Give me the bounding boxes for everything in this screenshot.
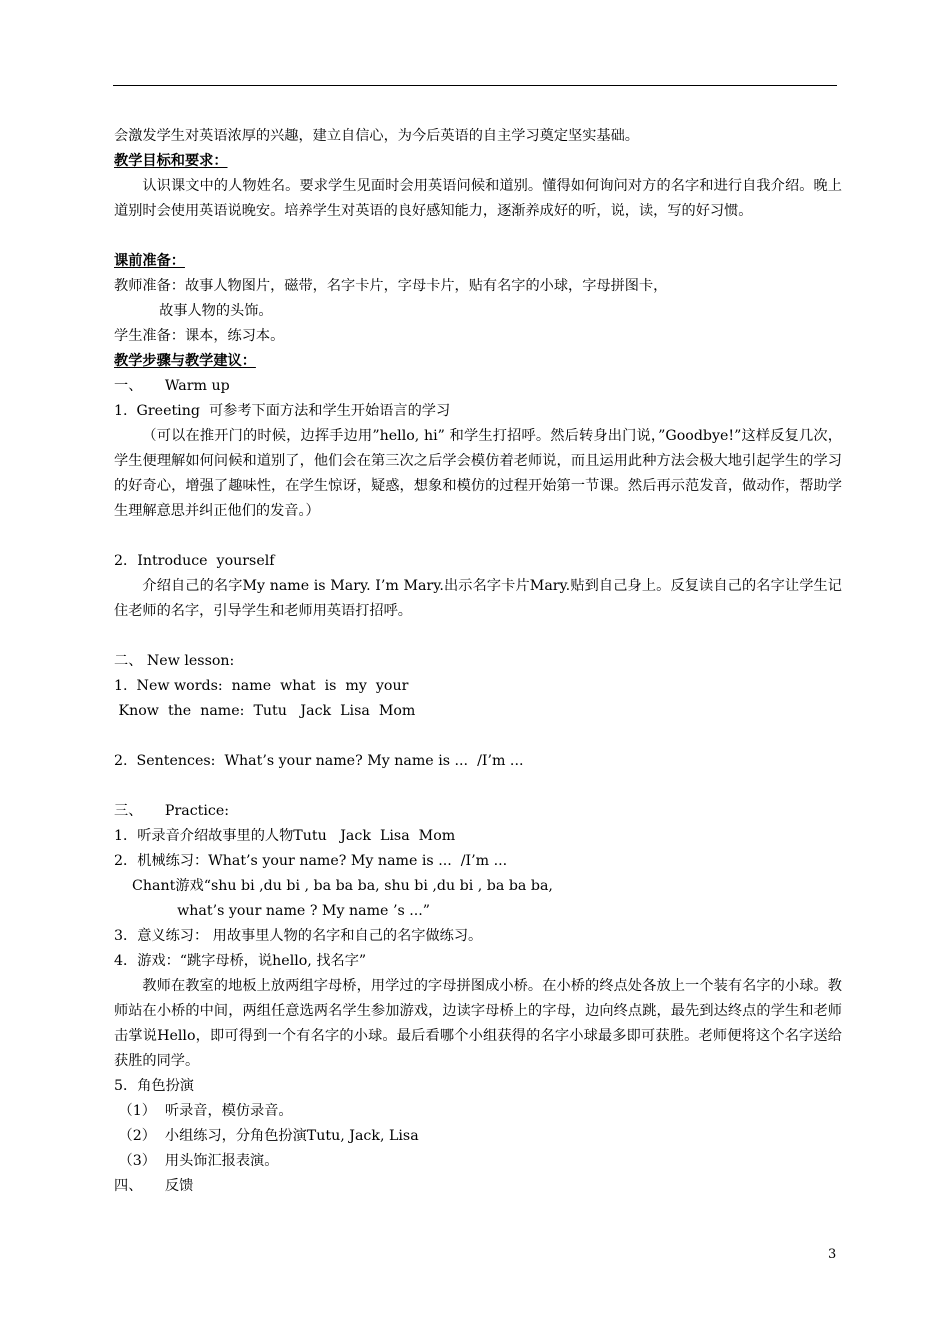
section-3-item-1: 1．听录音介绍故事里的人物Tutu Jack Lisa Mom — [114, 828, 456, 844]
spacer — [114, 724, 842, 749]
teacher-prep-line-2: 故事人物的头饰。 — [114, 303, 273, 319]
section-1-item-2-desc: 介绍自己的名字My name is Mary. I’m Mary.出示名字卡片Mary.贴到自己身上。反复读自己的名字让学生记住老师的名字，引导学生和老师用英语打招呼。 — [114, 578, 842, 619]
section-3-chant-2: what’s your name ? My name ’s ...” — [114, 903, 431, 919]
document-body — [114, 124, 842, 1199]
spacer — [114, 524, 842, 549]
section-2-item-1: 1. New words: name what is my your — [114, 678, 409, 694]
section-1-item-1: 1. Greeting 可参考下面方法和学生开始语言的学习 — [114, 403, 451, 419]
header-rule — [113, 85, 837, 86]
section-3-item-3: 3．意义练习： 用故事里人物的名字和自己的名字做练习。 — [114, 928, 483, 944]
intro-tail: 会激发学生对英语浓厚的兴趣，建立自信心，为今后英语的自主学习奠定坚实基础。 — [114, 128, 639, 144]
section-3-item-5-2: （2） 小组练习，分角色扮演Tutu, Jack, Lisa — [114, 1128, 419, 1144]
section-2-title: 二、 New lesson: — [114, 653, 235, 669]
section-3-item-5-1: （1） 听录音，模仿录音。 — [114, 1103, 293, 1119]
spacer — [114, 774, 842, 799]
section-3-item-5: 5．角色扮演 — [114, 1078, 194, 1094]
student-prep: 学生准备：课本，练习本。 — [114, 328, 285, 344]
section-4-title: 四、 反馈 — [114, 1178, 194, 1194]
section-3-item-4-desc: 教师在教室的地板上放两组字母桥，用学过的字母拼图成小桥。在小桥的终点处各放上一个装有名字的小球。教师站在小桥的中间，两组任意选两名学生参加游戏，边读字母桥上的字母，边向终点跳，最先到达终点的学生和老师击掌说Hello，即可得到一个有名字的小球。最后看哪个小组获得的名字小球最多即可获胜。老师便将这个名字送给获胜的同学。 — [114, 978, 842, 1069]
page-number: 3 — [828, 1247, 837, 1262]
section-3-item-2: 2．机械练习：What’s your name? My name is ... /I’m ... — [114, 853, 508, 869]
steps-heading: 教学步骤与教学建议： — [114, 353, 256, 369]
section-1-item-2: 2．Introduce yourself — [114, 553, 275, 569]
section-3-chant-1: Chant游戏“shu bi ,du bi , ba ba ba, shu bi ,du bi , ba ba ba, — [114, 878, 553, 894]
section-2-item-1b: Know the name: Tutu Jack Lisa Mom — [114, 703, 416, 719]
spacer — [114, 224, 842, 249]
section-3-title: 三、 Practice: — [114, 803, 230, 819]
section-1-title: 一、 Warm up — [114, 378, 230, 394]
objectives-heading: 教学目标和要求： — [114, 153, 228, 169]
prep-heading: 课前准备： — [114, 253, 185, 269]
teacher-prep-line-1: 教师准备：故事人物图片，磁带，名字卡片，字母卡片，贴有名字的小球，字母拼图卡， — [114, 278, 668, 294]
objectives-text: 认识课文中的人物姓名。要求学生见面时会用英语问候和道别。懂得如何询问对方的名字和进行自我介绍。晚上道别时会使用英语说晚安。培养学生对英语的良好感知能力，逐渐养成好的听，说，读，写的好习惯。 — [114, 178, 842, 219]
section-2-item-2: 2. Sentences: What’s your name? My name is ... /I’m ... — [114, 753, 524, 769]
section-1-item-1-desc: （可以在推开门的时候，边挥手边用”hello, hi” 和学生打招呼。然后转身出门说，”Goodbye!”这样反复几次，学生便理解如何问候和道别了，他们会在第三次之后学会模仿着老师说，而且运用此种方法会极大地引起学生的学习的好奇心，增强了趣味性，在学生惊讶，疑惑，想象和模仿的过程开始第一节课。然后再示范发音，做动作，帮助学生理解意思并纠正他们的发音。） — [114, 428, 842, 519]
spacer — [114, 624, 842, 649]
section-3-item-5-3: （3） 用头饰汇报表演。 — [114, 1153, 279, 1169]
section-3-item-4: 4．游戏：“跳字母桥，说hello, 找名字” — [114, 953, 367, 969]
